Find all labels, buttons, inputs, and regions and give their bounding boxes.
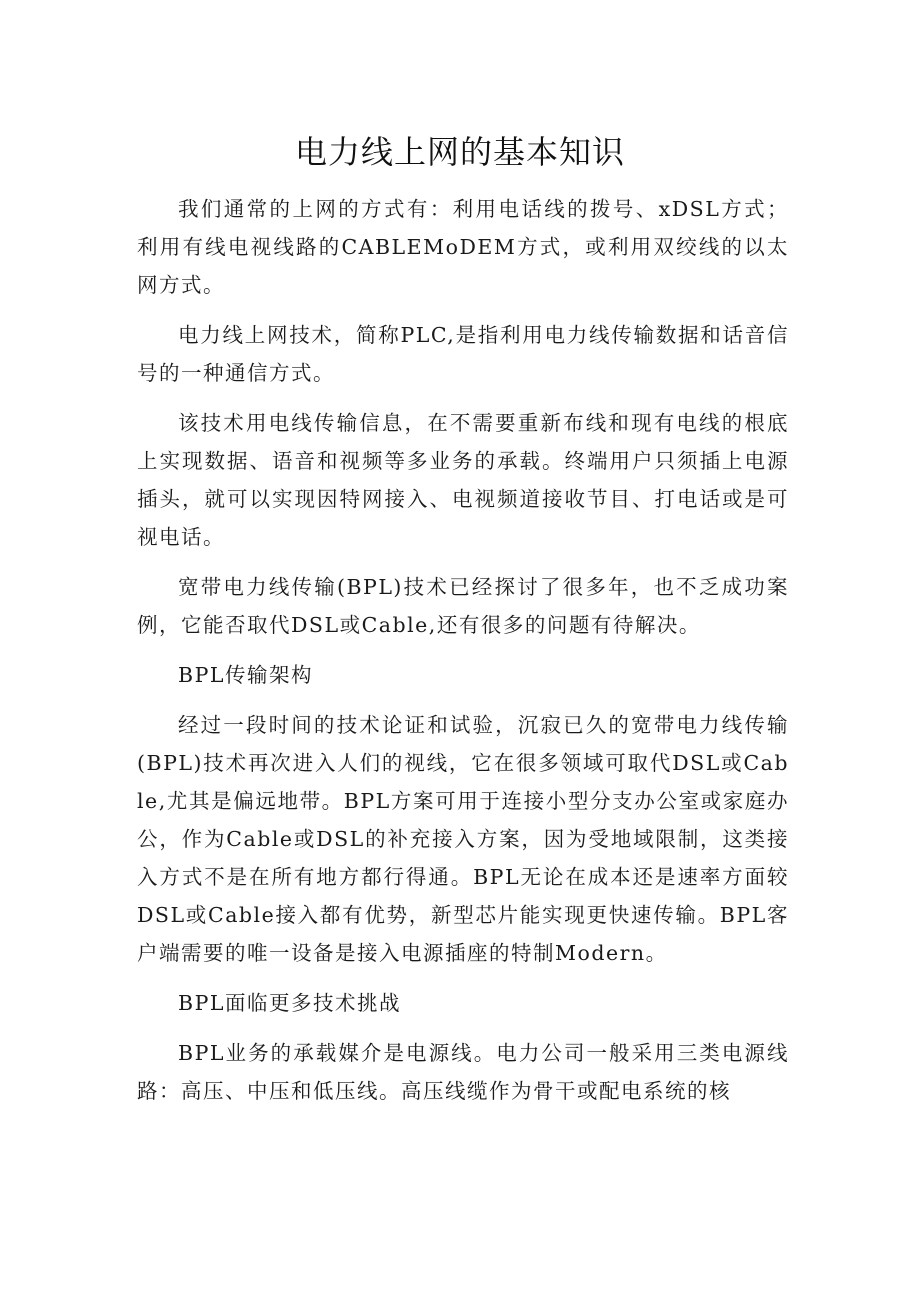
- section-heading-bpl-challenges: BPL面临更多技术挑战: [178, 991, 401, 1015]
- paragraph-bpl-intro: 宽带电力线传输(BPL)技术已经探讨了很多年，也不乏成功案例，它能否取代DSL或Cable,还有很多的问题有待解决。: [137, 575, 789, 637]
- paragraph-bpl-architecture: 经过一段时间的技术论证和试验，沉寂已久的宽带电力线传输(BPL)技术再次进入人们的视线，它在很多领域可取代DSL或Cable,尤其是偏远地带。BPL方案可用于连接小型分支办公室或家庭办公，作为Cable或DSL的补充接入方案，因为受地域限制，这类接入方式不是在所有地方都行得通。BPL无论在成本还是速率方面较DSL或Cable接入都有优势，新型芯片能实现更快速传输。BPL客户端需要的唯一设备是接入电源插座的特制Modern。: [137, 713, 789, 965]
- paragraph-plc-capabilities: 该技术用电线传输信息，在不需要重新布线和现有电线的根底上实现数据、语音和视频等多业务的承载。终端用户只须插上电源插头，就可以实现因特网接入、电视频道接收节目、打电话或是可视电话。: [137, 411, 789, 549]
- document-body: [137, 190, 789, 1122]
- document-title: 电力线上网的基本知识: [294, 133, 625, 171]
- paragraph-internet-methods: 我们通常的上网的方式有：利用电话线的拨号、xDSL方式；利用有线电视线路的CABLEMoDEM方式，或利用双绞线的以太网方式。: [137, 197, 789, 297]
- paragraph-plc-definition: 电力线上网技术，简称PLC,是指利用电力线传输数据和话音信号的一种通信方式。: [137, 323, 789, 385]
- paragraph-bpl-challenges: BPL业务的承载媒介是电源线。电力公司一般采用三类电源线路：高压、中压和低压线。高压线缆作为骨干或配电系统的核: [137, 1041, 789, 1103]
- section-heading-bpl-architecture: BPL传输架构: [178, 663, 313, 687]
